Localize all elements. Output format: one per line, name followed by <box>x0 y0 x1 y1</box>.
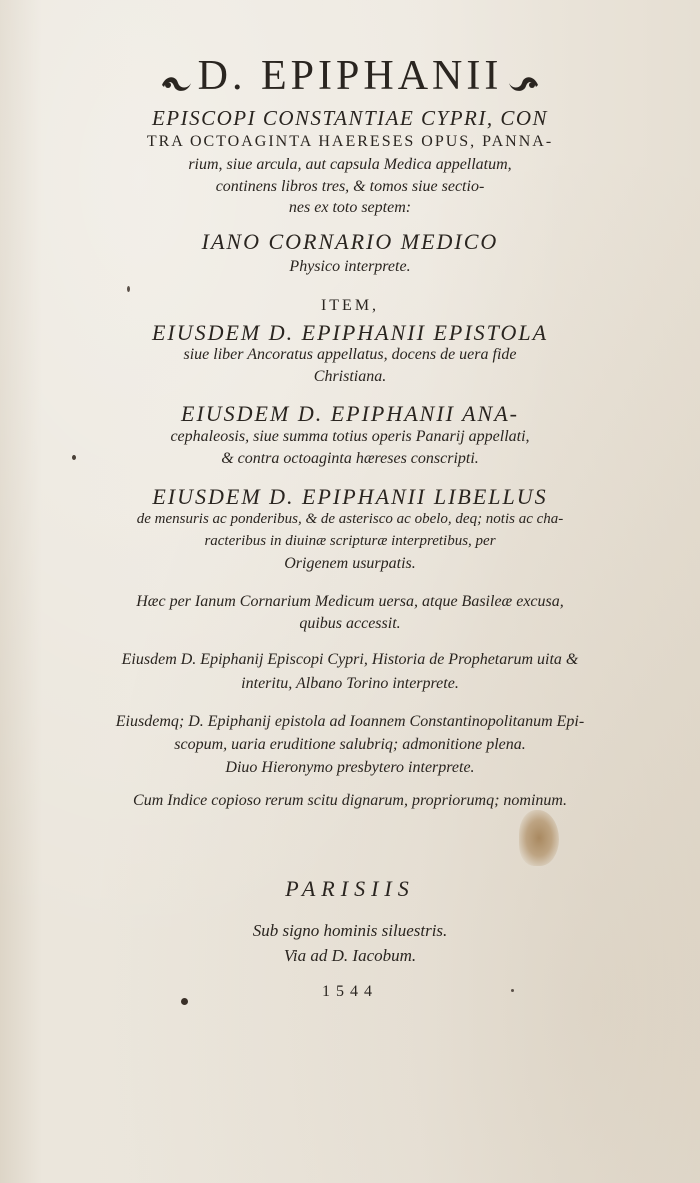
section-1-line-1: siue liber Ancoratus appellatus, docens de uera fide <box>183 346 517 363</box>
section-3-heading: EIUSDEM D. EPIPHANII LIBELLUS <box>152 484 548 509</box>
section-3-line-1: de mensuris ac ponderibus, & de asterisco ac obelo, deq; notis ac cha- <box>136 511 564 527</box>
paper-stain <box>519 810 559 866</box>
note-line-2: quibus accessit. <box>299 615 401 632</box>
subtitle-line-3: rium, siue arcula, aut capsula Medica appellatum, <box>188 156 512 173</box>
imprint-street-line: Via ad D. Iacobum. <box>283 946 417 965</box>
section-1-heading: EIUSDEM D. EPIPHANII EPISTOLA <box>151 320 549 345</box>
ink-spot <box>72 455 76 460</box>
translator-subline: Physico interprete. <box>289 258 411 275</box>
section-3-line-3: Origenem usurpatis. <box>284 555 416 572</box>
index-line: Cum Indice copioso rerum scitu dignarum, propriorumq; nominum. <box>133 792 567 809</box>
main-title: D. EPIPHANII <box>197 53 503 99</box>
imprint-city: PARISIIS <box>285 876 415 901</box>
epistola-line-3: Diuo Hieronymo presbytero interprete. <box>225 759 475 776</box>
subtitle-line-2: TRA OCTOAGINTA HAERESES OPUS, PANNA- <box>146 133 554 150</box>
imprint-year: 1544 <box>322 983 378 1000</box>
note-line-1: Hæc per Ianum Cornarium Medicum uersa, atque Basileæ excusa, <box>136 593 564 610</box>
history-line-2: interitu, Albano Torino interprete. <box>241 675 459 692</box>
translator-line: IANO CORNARIO MEDICO <box>201 229 499 254</box>
item-line: ITEM, <box>320 297 380 314</box>
subtitle-line-5: nes ex toto septem: <box>288 199 412 216</box>
ink-spot <box>181 998 188 1005</box>
section-1-line-2: Christiana. <box>313 368 387 385</box>
section-2-line-1: cephaleosis, siue summa totius operis Panarij appellati, <box>170 428 530 445</box>
fleuron-right-icon <box>506 73 542 97</box>
section-2-heading: EIUSDEM D. EPIPHANII ANA- <box>181 401 519 426</box>
subtitle-line-1: EPISCOPI CONSTANTIAE CYPRI, CON <box>151 106 549 130</box>
subtitle-line-4: continens libros tres, & tomos siue sectio- <box>215 178 485 195</box>
section-2-line-2: & contra octoaginta hæreses conscripti. <box>221 450 479 467</box>
imprint-sign-line: Sub signo hominis siluestris. <box>252 921 448 940</box>
ink-spot <box>511 989 514 992</box>
history-line-1: Eiusdem D. Epiphanij Episcopi Cypri, Historia de Prophetarum uita & <box>121 651 579 668</box>
epistola-line-1: Eiusdemq; D. Epiphanij epistola ad Ioannem Constantinopolitanum Epi- <box>115 713 585 730</box>
section-3-line-2: racteribus in diuinæ scripturæ interpretibus, per <box>204 533 496 549</box>
ink-spot <box>127 286 130 292</box>
fleuron-left-icon <box>158 73 194 97</box>
title-row <box>0 52 700 104</box>
epistola-line-2: scopum, uaria eruditione salubriq; admonitione plena. <box>174 736 526 753</box>
